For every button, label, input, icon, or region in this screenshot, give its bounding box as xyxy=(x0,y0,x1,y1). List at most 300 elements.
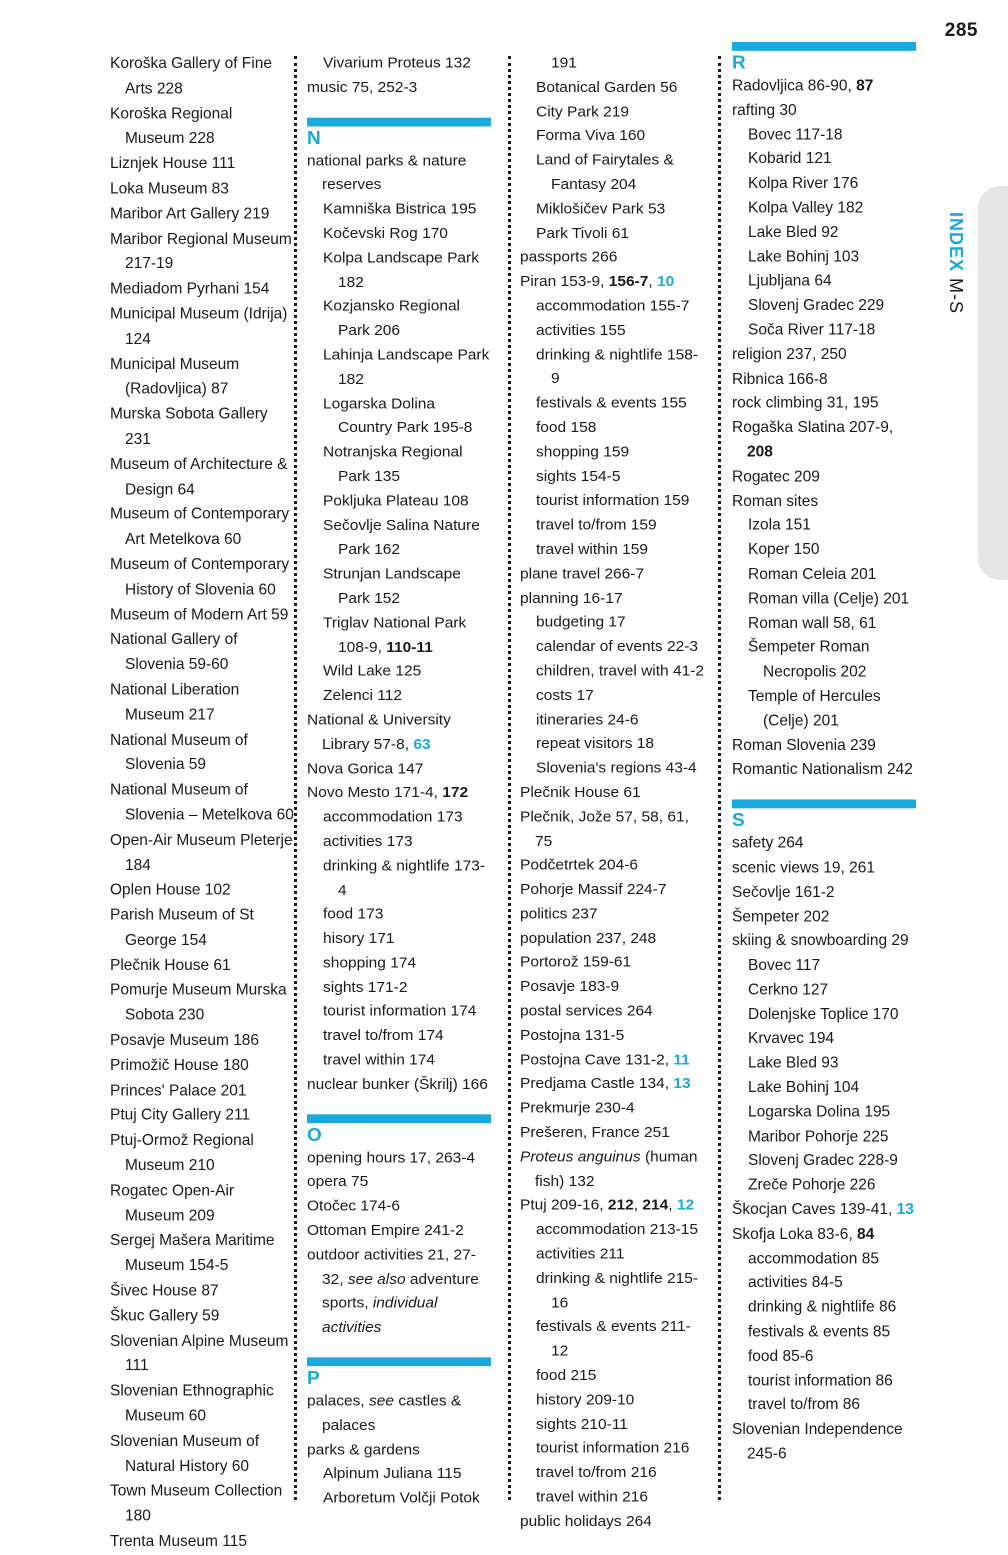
index-subentry xyxy=(520,684,704,708)
index-subentry xyxy=(520,76,704,100)
entry-text: , xyxy=(633,1197,643,1214)
index-subentry xyxy=(520,149,704,198)
entry-text: Wild Lake 125 xyxy=(323,662,422,680)
entry-text: Maribor Art Gallery 219 xyxy=(110,205,270,223)
entry-text: Primožič House 180 xyxy=(110,1056,249,1074)
index-subentry xyxy=(520,198,704,222)
index-subentry xyxy=(307,563,491,612)
index-subentry xyxy=(520,125,704,149)
entry-text: music 75, 252-3 xyxy=(307,79,418,96)
entry-text: Skofja Loka 83-6, xyxy=(732,1225,857,1243)
index-subentry xyxy=(307,1049,491,1073)
index-entry xyxy=(307,781,491,805)
index-subentry xyxy=(732,1394,916,1418)
entry-text: sights 210-11 xyxy=(536,1415,628,1433)
entry-text: Soča River 117-18 xyxy=(748,321,876,339)
section-bar xyxy=(307,1357,491,1366)
tab-section: INDEX xyxy=(946,212,966,273)
entry-text: public holidays 264 xyxy=(520,1512,652,1530)
entry-text: 214 xyxy=(642,1197,669,1214)
entry-text: 11 xyxy=(673,1051,690,1068)
index-subentry xyxy=(520,319,704,343)
index-subentry xyxy=(307,976,491,1000)
index-subentry xyxy=(307,223,491,247)
entry-text: Municipal Museum (Idrija) 124 xyxy=(110,305,288,348)
index-subentry xyxy=(520,1218,704,1242)
entry-text: costs 17 xyxy=(536,686,594,704)
section-bar xyxy=(732,42,916,51)
entry-text: Koroška Regional Museum 228 xyxy=(110,105,233,148)
index-subentry xyxy=(732,979,916,1003)
entry-text: hisory 171 xyxy=(323,930,395,947)
entry-text: Maribor Pohorje 225 xyxy=(748,1128,889,1145)
entry-text: Škocjan Caves 139-41, xyxy=(732,1201,897,1219)
index-entry xyxy=(110,1179,294,1229)
entry-text: travel to/from 174 xyxy=(323,1027,444,1045)
entry-text: rafting 30 xyxy=(732,101,797,119)
entry-text: Logarska Dolina Country Park 195-8 xyxy=(323,395,473,437)
index-subentry xyxy=(732,1052,916,1076)
entry-text: Bovec 117-18 xyxy=(748,126,843,144)
index-subentry xyxy=(732,270,916,294)
entry-text: 84 xyxy=(856,1225,875,1243)
entry-text: Sečovlje Salina Nature Park 162 xyxy=(323,517,480,559)
entry-text: travel to/from 86 xyxy=(748,1396,860,1414)
entry-text: tourist information 216 xyxy=(536,1440,690,1457)
entry-text: drinking & nightlife 173-4 xyxy=(323,857,485,899)
entry-text: Lake Bled 93 xyxy=(748,1054,839,1072)
entry-text: plane travel 266-7 xyxy=(520,565,645,582)
entry-text: Ribnica 166-8 xyxy=(732,370,828,388)
section-bar xyxy=(307,117,491,126)
index-entry xyxy=(110,678,294,728)
entry-text: food 85-6 xyxy=(748,1347,814,1365)
entry-text: Vivarium Proteus 132 xyxy=(323,54,471,72)
index-subentry xyxy=(520,635,704,659)
index-subentry xyxy=(732,1296,916,1320)
entry-text: shopping 174 xyxy=(323,954,417,972)
index-entry xyxy=(307,1390,491,1439)
entry-text: Murska Sobota Gallery 231 xyxy=(110,405,268,448)
entry-text: food 158 xyxy=(536,419,597,437)
entry-text: Plečnik House 61 xyxy=(110,956,231,974)
entry-text: adventure sports, xyxy=(322,1270,479,1312)
entry-text: Šempeter 202 xyxy=(732,908,830,926)
entry-text: Postojna 131-5 xyxy=(520,1026,625,1044)
entry-text: Prekmurje 230-4 xyxy=(520,1099,635,1117)
index-entry xyxy=(110,102,294,152)
index-entry xyxy=(110,277,294,302)
index-subentry xyxy=(307,344,491,393)
entry-text: 191 xyxy=(551,54,577,72)
index-entry xyxy=(732,490,916,514)
index-entry xyxy=(732,930,916,954)
index-entry xyxy=(732,881,916,905)
entry-text: accommodation 213-15 xyxy=(536,1221,698,1239)
index-subentry xyxy=(732,221,916,245)
entry-text: Radovljica 86-90, xyxy=(732,77,857,95)
index-subentry xyxy=(307,830,491,854)
index-entry xyxy=(732,758,916,782)
index-subentry xyxy=(307,1024,491,1048)
entry-text: Proteus anguinus xyxy=(520,1148,641,1166)
index-entry xyxy=(110,1104,294,1129)
index-subentry xyxy=(520,222,704,246)
entry-text: Prešeren, France 251 xyxy=(520,1124,670,1141)
index-subentry xyxy=(520,392,704,416)
section-letter: P xyxy=(307,1368,320,1389)
entry-text: , xyxy=(648,273,658,291)
index-entry xyxy=(732,465,916,489)
entry-text: Botanical Garden 56 xyxy=(536,79,678,96)
index-subentry xyxy=(307,490,491,514)
index-column-2 xyxy=(307,52,491,1511)
entry-text: palaces, xyxy=(307,1392,370,1410)
entry-text: Nova Gorica 147 xyxy=(307,760,424,777)
entry-text: individual activities xyxy=(322,1295,438,1337)
index-entry xyxy=(307,1244,491,1341)
entry-text: Posavje Museum 186 xyxy=(110,1031,260,1049)
index-entry xyxy=(732,832,916,856)
index-column-1 xyxy=(110,52,294,1555)
index-entry xyxy=(110,1029,294,1054)
index-subentry xyxy=(520,1364,704,1388)
index-entry xyxy=(110,1129,294,1179)
index-subentry xyxy=(520,101,704,125)
index-subentry xyxy=(732,1272,916,1296)
entry-text: population 237, 248 xyxy=(520,929,657,947)
index-entry xyxy=(110,878,294,903)
index-subentry xyxy=(520,1437,704,1461)
entry-text: Ljubljana 64 xyxy=(748,272,832,290)
entry-text: Park Tivoli 61 xyxy=(536,225,630,242)
index-entry xyxy=(732,734,916,758)
index-entry xyxy=(110,904,294,954)
entry-text: National Liberation Museum 217 xyxy=(110,681,240,724)
index-subentry xyxy=(520,489,704,513)
index-subentry xyxy=(732,587,916,611)
index-entry xyxy=(110,1329,294,1379)
entry-text: shopping 159 xyxy=(536,443,630,461)
entry-text: Slovenian Alpine Museum 111 xyxy=(110,1332,289,1375)
entry-text: festivals & events 211-12 xyxy=(536,1318,691,1360)
index-entry xyxy=(307,1171,491,1195)
index-entry xyxy=(110,954,294,979)
index-subentry xyxy=(307,684,491,708)
entry-text: nuclear bunker (Škrilj) 166 xyxy=(307,1075,488,1093)
entry-text: Rogatec 209 xyxy=(732,468,820,486)
entry-text: 13 xyxy=(896,1201,914,1219)
index-subentry xyxy=(307,295,491,344)
index-subentry xyxy=(732,1247,916,1271)
entry-text: Zelenci 112 xyxy=(323,687,402,704)
index-entry xyxy=(110,202,294,227)
entry-text: Podčetrtek 204-6 xyxy=(520,856,639,874)
entry-text: Princes' Palace 201 xyxy=(110,1081,247,1100)
entry-text: Šempeter Roman Necropolis 202 xyxy=(748,639,870,681)
index-entry xyxy=(110,353,294,403)
index-entry xyxy=(307,1219,491,1243)
entry-text: Slovenian Ethnographic Museum 60 xyxy=(110,1382,274,1425)
entry-text: Strunjan Landscape Park 152 xyxy=(323,565,461,607)
entry-text: Slovenia's regions 43-4 xyxy=(536,759,697,777)
index-entry xyxy=(520,271,704,295)
entry-text: passports 266 xyxy=(520,249,618,267)
index-subentry xyxy=(732,1125,916,1149)
entry-text: Kolpa River 176 xyxy=(748,175,859,192)
entry-text: rock climbing 31, 195 xyxy=(732,394,879,412)
entry-text: Cerkno 127 xyxy=(748,981,829,999)
entry-text: Kozjansko Regional Park 206 xyxy=(323,298,461,340)
entry-text: skiing & snowboarding 29 xyxy=(732,932,909,950)
entry-text: Lake Bled 92 xyxy=(748,224,839,241)
index-subentry xyxy=(732,1174,916,1198)
entry-text: tourist information 86 xyxy=(748,1372,893,1390)
entry-text: accommodation 155-7 xyxy=(536,297,690,315)
index-subentry xyxy=(732,1150,916,1174)
entry-text: Krvavec 194 xyxy=(748,1030,835,1048)
entry-text: Pohorje Massif 224-7 xyxy=(520,881,667,898)
entry-text: postal services 264 xyxy=(520,1002,653,1020)
entry-text: 212 xyxy=(607,1197,634,1214)
index-entry xyxy=(520,951,704,975)
entry-text: Kobarid 121 xyxy=(748,150,832,168)
entry-text: drinking & nightlife 158-9 xyxy=(536,346,698,388)
index-entry xyxy=(110,302,294,352)
entry-text: children, travel with 41-2 xyxy=(536,662,704,680)
index-entry xyxy=(520,587,704,611)
entry-text: travel within 159 xyxy=(536,540,649,558)
index-entry xyxy=(732,1418,916,1467)
entry-text: Miklošičev Park 53 xyxy=(536,200,666,218)
index-entry xyxy=(307,76,491,100)
entry-text: Museum of Architecture & Design 64 xyxy=(110,455,288,498)
entry-text: 63 xyxy=(413,735,431,753)
index-subentry xyxy=(732,1076,916,1100)
entry-text: politics 237 xyxy=(520,905,598,923)
index-subentry xyxy=(732,612,916,636)
entry-text: Museum of Contemporary Art Metelkova 60 xyxy=(110,505,290,549)
entry-text: Sečovlje 161-2 xyxy=(732,883,835,901)
entry-text: travel to/from 159 xyxy=(536,516,657,534)
entry-text: Šivec House 87 xyxy=(110,1282,219,1300)
entry-text: food 173 xyxy=(323,905,384,923)
index-subentry xyxy=(520,732,704,756)
index-column-3 xyxy=(520,52,704,1534)
entry-text: food 215 xyxy=(536,1367,597,1384)
entry-text: Liznjek House 111 xyxy=(110,155,236,173)
entry-text: see xyxy=(369,1392,395,1410)
column-divider xyxy=(294,56,297,1500)
index-subentry xyxy=(307,514,491,563)
index-entry xyxy=(520,781,704,805)
index-subentry xyxy=(520,1243,704,1267)
entry-text: religion 237, 250 xyxy=(732,346,847,363)
entry-text: Rogatec Open-Air Museum 209 xyxy=(110,1182,235,1225)
entry-text: travel within 216 xyxy=(536,1488,649,1506)
entry-text: Plečnik House 61 xyxy=(520,783,641,801)
index-entry xyxy=(110,1530,294,1555)
index-entry xyxy=(307,1438,491,1462)
column-divider xyxy=(508,56,511,1500)
entry-text: castles & palaces xyxy=(322,1392,462,1434)
entry-text: Pomurje Museum Murska Sobota 230 xyxy=(110,981,287,1024)
entry-text: 156-7 xyxy=(608,273,649,291)
index-entry xyxy=(520,927,704,951)
entry-text: Portorož 159-61 xyxy=(520,954,632,971)
entry-text: Predjama Castle 134, xyxy=(520,1075,674,1093)
index-entry xyxy=(520,854,704,878)
index-subentry xyxy=(307,903,491,927)
index-subentry xyxy=(732,636,916,685)
entry-text: Temple of Hercules (Celje) 201 xyxy=(748,688,881,730)
entry-text: Koper 150 xyxy=(748,541,820,559)
index-subentry xyxy=(732,954,916,978)
entry-text: Zreče Pohorje 226 xyxy=(748,1176,876,1194)
entry-text: Triglav National Park 108-9, xyxy=(323,614,467,656)
entry-text: Slovenian Independence 245-6 xyxy=(732,1421,903,1463)
entry-text: Škuc Gallery 59 xyxy=(110,1307,220,1325)
entry-text: travel to/from 216 xyxy=(536,1464,657,1482)
index-subentry xyxy=(732,514,916,538)
index-subentry xyxy=(520,1413,704,1437)
entry-text: Maribor Regional Museum 217-19 xyxy=(110,230,292,273)
entry-text: Mediadom Pyrhani 154 xyxy=(110,280,270,298)
index-entry xyxy=(307,150,491,199)
entry-text: Bovec 117 xyxy=(748,957,821,974)
index-subentry xyxy=(732,148,916,172)
index-entry xyxy=(307,1073,491,1097)
index-subentry xyxy=(732,1101,916,1125)
entry-text: Museum of Modern Art 59 xyxy=(110,606,289,624)
index-subentry xyxy=(307,952,491,976)
section-bar xyxy=(732,800,916,809)
index-entry xyxy=(520,246,704,270)
index-subentry xyxy=(732,1003,916,1027)
entry-text: (human fish) 132 xyxy=(535,1148,698,1190)
index-subentry xyxy=(307,441,491,490)
entry-text: outdoor activities 21, 27-32, xyxy=(307,1246,476,1288)
index-entry xyxy=(110,1229,294,1279)
index-subentry xyxy=(732,563,916,587)
entry-text: travel within 174 xyxy=(323,1051,436,1069)
index-entry xyxy=(110,603,294,628)
index-subentry xyxy=(520,757,704,781)
index-subentry xyxy=(732,319,916,343)
index-entry xyxy=(520,562,704,586)
entry-text: Sergej Mašera Maritime Museum 154-5 xyxy=(110,1232,275,1275)
index-subentry xyxy=(732,197,916,221)
index-subentry xyxy=(520,1461,704,1485)
index-entry xyxy=(110,52,294,102)
entry-text: repeat visitors 18 xyxy=(536,735,655,753)
entry-text: 12 xyxy=(676,1197,695,1214)
entry-text: Arboretum Volčji Potok xyxy=(323,1489,480,1507)
entry-text: festivals & events 85 xyxy=(748,1323,891,1341)
index-entry xyxy=(110,227,294,277)
entry-text: activities 211 xyxy=(536,1245,625,1263)
entry-text: budgeting 17 xyxy=(536,613,626,631)
index-entry xyxy=(732,857,916,881)
entry-text: Kočevski Rog 170 xyxy=(323,225,448,243)
index-entry xyxy=(520,1048,704,1072)
entry-text: National Museum of Slovenia 59 xyxy=(110,731,248,774)
column-divider xyxy=(718,56,721,1500)
index-entry xyxy=(520,975,704,999)
index-subentry xyxy=(732,245,916,269)
index-entry xyxy=(110,453,294,503)
index-subentry xyxy=(520,660,704,684)
index-subentry xyxy=(307,1000,491,1024)
entry-text: Ptuj City Gallery 211 xyxy=(110,1106,251,1125)
index-entry xyxy=(110,503,294,553)
index-subentry xyxy=(732,1369,916,1393)
index-subentry xyxy=(732,1027,916,1051)
entry-text: Alpinum Juliana 115 xyxy=(323,1465,462,1483)
index-entry xyxy=(110,1379,294,1429)
index-subentry xyxy=(520,1486,704,1510)
entry-text: Slovenian Museum of Natural History 60 xyxy=(110,1432,260,1475)
entry-text: scenic views 19, 261 xyxy=(732,859,876,877)
entry-text: Land of Fairytales & Fantasy 204 xyxy=(536,152,674,194)
entry-text: Ptuj 209-16, xyxy=(520,1197,608,1214)
index-entry xyxy=(520,878,704,902)
entry-text: Roman wall 58, 61 xyxy=(748,614,877,632)
entry-text: 10 xyxy=(657,273,675,291)
index-entry xyxy=(110,728,294,778)
entry-text: Lahinja Landscape Park 182 xyxy=(323,346,490,388)
index-subentry xyxy=(732,123,916,147)
section-letter: N xyxy=(307,128,321,149)
entry-text: opera 75 xyxy=(307,1173,369,1191)
entry-text: Plečnik, Jože 57, 58, 61, 75 xyxy=(520,808,689,850)
entry-text: activities 173 xyxy=(323,832,413,850)
index-entry xyxy=(307,757,491,781)
index-entry xyxy=(732,1198,916,1222)
entry-text: Town Museum Collection 180 xyxy=(110,1482,283,1525)
index-entry xyxy=(732,368,916,392)
index-entry xyxy=(732,416,916,465)
index-entry xyxy=(110,1079,294,1104)
index-entry xyxy=(520,1000,704,1024)
index-entry xyxy=(732,99,916,123)
entry-text: Open-Air Museum Pleterje 184 xyxy=(110,831,293,874)
entry-text: history 209-10 xyxy=(536,1391,635,1409)
index-subentry xyxy=(520,1267,704,1316)
index-tab-label xyxy=(944,212,966,314)
section-tab xyxy=(978,186,1008,580)
index-entry xyxy=(732,392,916,416)
index-subentry xyxy=(307,806,491,830)
index-subentry xyxy=(307,854,491,903)
entry-text: Slovenj Gradec 229 xyxy=(748,297,885,315)
index-subentry xyxy=(307,1487,491,1511)
index-column-4 xyxy=(732,42,916,1467)
index-entry xyxy=(110,1429,294,1479)
entry-text: activities 155 xyxy=(536,322,626,339)
index-subentry xyxy=(520,417,704,441)
entry-text: calendar of events 22-3 xyxy=(536,638,698,655)
entry-text: festivals & events 155 xyxy=(536,395,687,412)
index-entry xyxy=(520,1073,704,1097)
entry-text: Municipal Museum (Radovljica) 87 xyxy=(110,355,240,398)
entry-text: Notranjska Regional Park 135 xyxy=(323,444,463,486)
entry-text: Posavje 183-9 xyxy=(520,978,620,996)
index-entry xyxy=(110,177,294,202)
index-subentry xyxy=(520,295,704,319)
entry-text: Roman Slovenia 239 xyxy=(732,736,876,754)
entry-text: Trenta Museum 115 xyxy=(110,1532,247,1550)
